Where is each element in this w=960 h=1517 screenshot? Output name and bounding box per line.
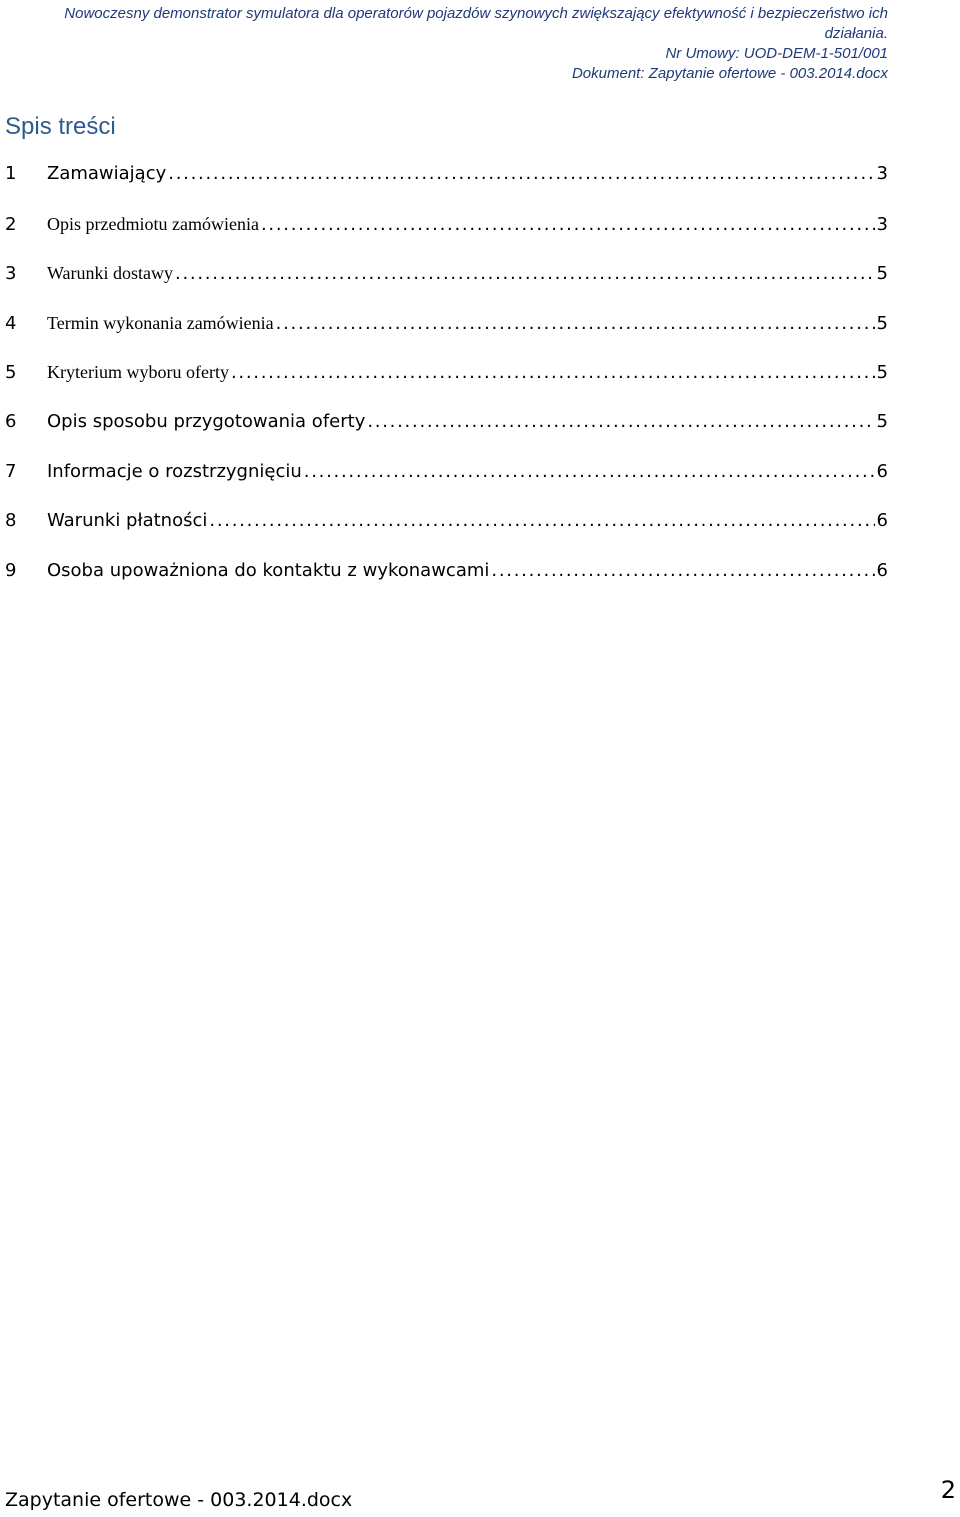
toc-entry-number: 8 — [5, 510, 17, 532]
toc-entry-opis-przedmiotu[interactable] — [5, 211, 888, 261]
toc-entry-label: Termin wykonania zamówienia — [47, 312, 274, 333]
toc-entry-page: 5 — [876, 362, 888, 384]
toc-entry-informacje[interactable] — [5, 459, 888, 509]
toc-entry-number: 3 — [5, 263, 17, 285]
toc-entry-opis-sposobu[interactable] — [5, 409, 888, 459]
toc-entry-number: 7 — [5, 460, 17, 482]
toc-entry-zamawiajacy[interactable] — [5, 161, 888, 211]
toc-dot-leader — [276, 311, 875, 337]
header-contract-number: Nr Umowy: UOD-DEM-1-501/001 — [665, 45, 888, 62]
toc-entry-number: 2 — [5, 213, 17, 235]
header-document-name: Dokument: Zapytanie ofertowe - 003.2014.docx — [571, 65, 888, 82]
table-of-contents — [5, 161, 888, 607]
toc-entry-page: 5 — [876, 263, 888, 285]
toc-dot-leader — [209, 508, 874, 534]
toc-entry-page: 5 — [876, 312, 888, 334]
toc-entry-label: Informacje o rozstrzygnięciu — [47, 460, 302, 482]
toc-dot-leader — [231, 360, 875, 386]
toc-entry-page: 3 — [876, 213, 888, 235]
toc-entry-osoba-upowazniona[interactable] — [5, 558, 888, 608]
toc-entry-label: Warunki dostawy — [47, 263, 174, 284]
toc-entry-warunki-platnosci[interactable] — [5, 508, 888, 558]
toc-entry-label: Zamawiający — [47, 163, 167, 184]
toc-dot-leader — [367, 409, 874, 435]
page-header — [0, 4, 888, 84]
footer-page-number: 2 — [940, 1476, 956, 1504]
toc-entry-number: 4 — [5, 312, 17, 334]
footer-document-name: Zapytanie ofertowe - 003.2014.docx — [5, 1489, 353, 1511]
toc-dot-leader — [304, 459, 875, 485]
toc-entry-page: 6 — [876, 510, 888, 532]
toc-entry-number: 6 — [5, 410, 17, 432]
toc-entry-label: Kryterium wyboru oferty — [47, 362, 229, 383]
toc-entry-label: Opis sposobu przygotowania oferty — [47, 410, 366, 432]
toc-entry-page: 6 — [876, 559, 888, 581]
toc-entry-label: Warunki płatności — [47, 510, 208, 532]
toc-dot-leader — [168, 161, 874, 187]
toc-entry-number: 1 — [5, 163, 17, 184]
toc-entry-kryterium-wyboru[interactable] — [5, 359, 888, 409]
toc-title: Spis treści — [5, 113, 116, 140]
header-project-title: Nowoczesny demonstrator symulatora dla operatorów pojazdów szynowych zwiększający efektywność i bezpieczeństwo ich — [64, 5, 888, 22]
header-project-title-continued: działania. — [824, 25, 888, 42]
toc-dot-leader — [175, 261, 875, 287]
toc-entry-warunki-dostawy[interactable] — [5, 260, 888, 310]
toc-dot-leader — [261, 212, 875, 238]
toc-entry-number: 9 — [5, 559, 17, 581]
toc-dot-leader — [491, 558, 874, 584]
toc-entry-number: 5 — [5, 362, 17, 384]
toc-entry-page: 6 — [876, 460, 888, 482]
toc-entry-label: Opis przedmiotu zamówienia — [47, 213, 259, 234]
toc-entry-page: 3 — [876, 163, 888, 184]
toc-entry-page: 5 — [876, 410, 888, 432]
toc-entry-label: Osoba upoważniona do kontaktu z wykonawcami — [47, 559, 490, 581]
toc-entry-termin-wykonania[interactable] — [5, 310, 888, 360]
